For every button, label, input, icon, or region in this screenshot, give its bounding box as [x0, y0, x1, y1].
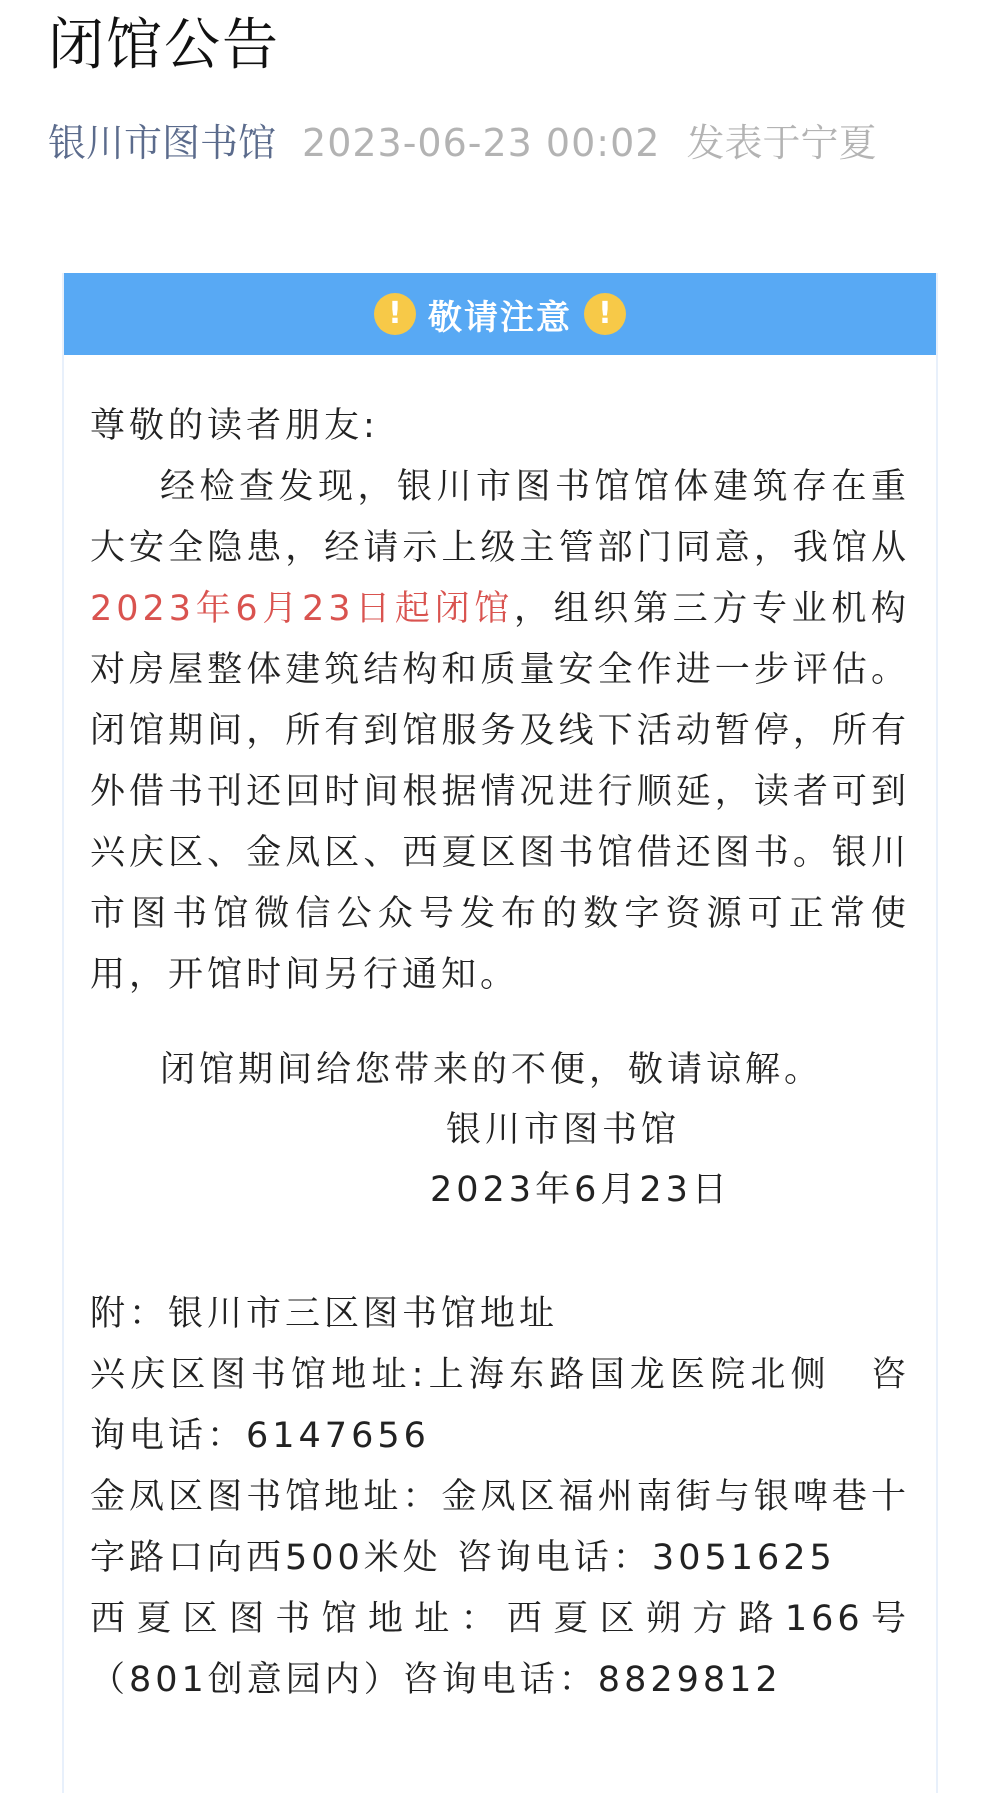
- author-link[interactable]: 银川市图书馆: [48, 121, 277, 165]
- closing-date-highlight: 2023年6月23日起闭馆: [90, 589, 514, 629]
- paragraph-text: 经检查发现，银川市图书馆馆体建筑存在重大安全隐患，经请示上级主管部门同意，我馆从: [90, 467, 910, 568]
- banner-title: 敬请注意: [428, 297, 572, 338]
- apology-text: 闭馆期间给您带来的不便，敬请谅解。: [160, 1050, 824, 1090]
- publish-datetime: 2023-06-23 00:02: [302, 121, 661, 165]
- address-item-jinfeng: 金凤区图书馆地址：金凤区福州南街与银啤巷十字路口向西500米处 咨询电话：3051625: [90, 1477, 910, 1578]
- salutation: 尊敬的读者朋友:: [90, 406, 379, 446]
- address-item-xixia: 西夏区图书馆地址：西夏区朔方路166号（801创意园内）咨询电话：8829812: [90, 1599, 910, 1700]
- signature-date: 2023年6月23日: [430, 1170, 731, 1210]
- page-title: 闭馆公告: [48, 13, 280, 78]
- exclamation-circle-icon: !: [374, 293, 416, 335]
- publish-location: 发表于宁夏: [686, 121, 877, 165]
- signature: 银川市图书馆: [446, 1110, 681, 1150]
- address-item-xingqing: 兴庆区图书馆地址:上海东路国龙医院北侧 咨询电话：6147656: [90, 1355, 910, 1456]
- notice-paragraph: [90, 457, 910, 1006]
- exclamation-circle-icon: !: [584, 293, 626, 335]
- address-heading: 附：银川市三区图书馆地址: [90, 1294, 559, 1334]
- address-list: [90, 1284, 910, 1711]
- article-meta: [48, 118, 876, 168]
- notice-banner: [64, 273, 936, 355]
- paragraph-text: ，组织第三方专业机构对房屋整体建筑结构和质量安全作进一步评估。闭馆期间，所有到馆服务及线下活动暂停，所有外借书刊还回时间根据情况进行顺延，读者可到兴庆区、金凤区、西夏区图书馆借还图书。银川市图书馆微信公众号发布的数字资源可正常使用，开馆时间另行通知。: [90, 589, 910, 995]
